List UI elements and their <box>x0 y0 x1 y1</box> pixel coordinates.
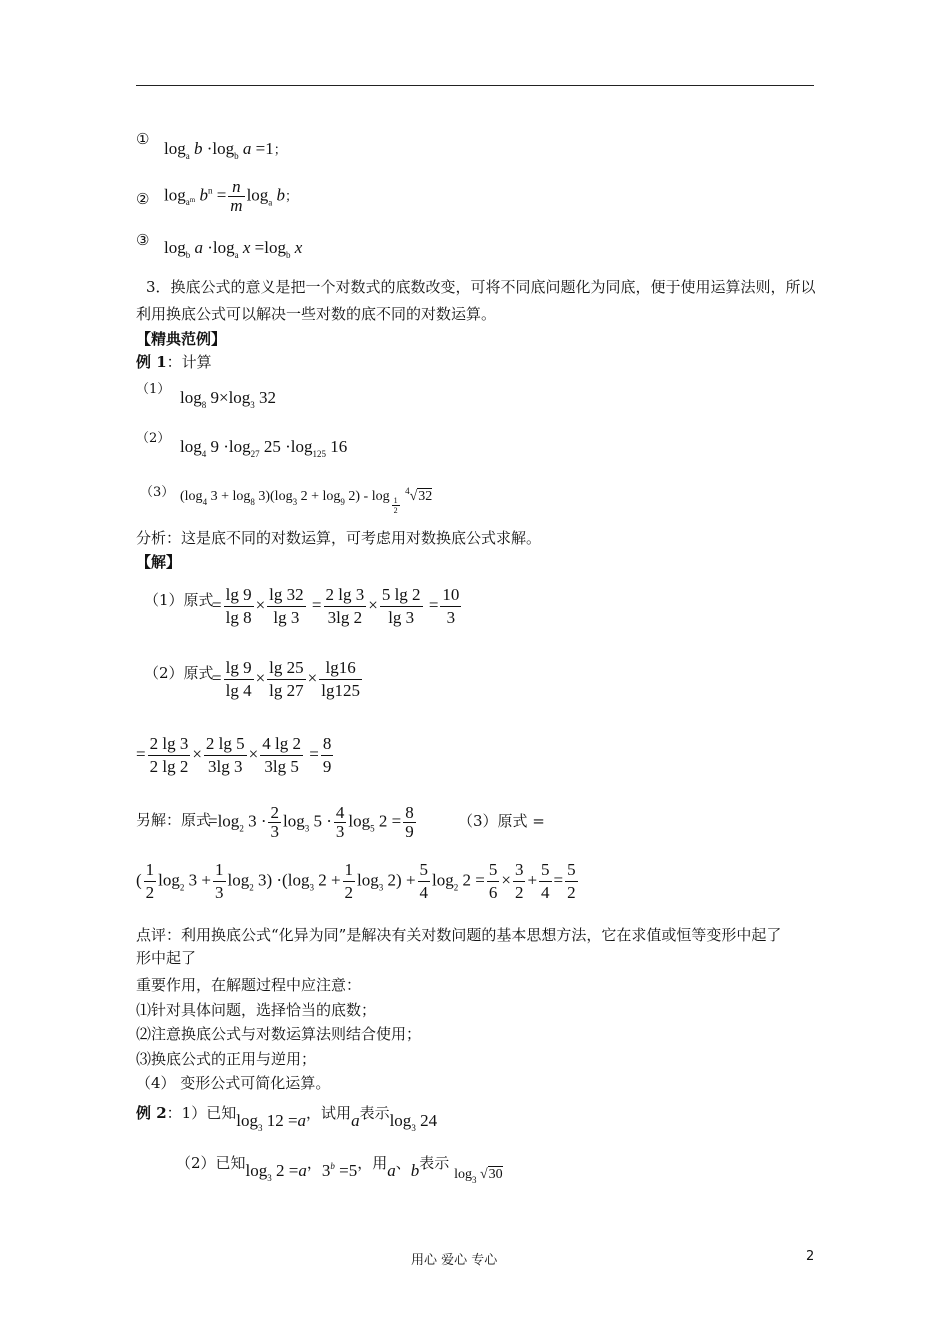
example-2-q2-prefix: （2）已知 <box>176 1154 246 1172</box>
solution-1-label: （1）原式 <box>144 591 214 609</box>
problem-2-label: （2） <box>136 431 171 446</box>
example-1-title: ：计算 <box>166 353 212 371</box>
example-2-q1-var-a: a <box>351 1111 360 1130</box>
example-2-q2-given-b: $3^b =5$ <box>321 1161 358 1180</box>
alt-solution-label: 另解：原式 <box>136 811 212 829</box>
solution-3-formula: ( $\frac{1}{2}$ $\log_2 3$ + $\frac{1}{3}$ $\log_2 3) \cdot(\log_3$ 2 + $\frac{1}{2}$ $\log_3 2$) + $\frac{5}{4}$ $\log_2 2$ = $\frac{5}{6}$ × $\frac{3}{2}$ + $\frac{5}{4}$ = $\frac{5}{2}$ <box>136 860 576 902</box>
example-2-q1-mid: ，试用 <box>306 1104 352 1122</box>
solution-2-label: （2）原式 <box>144 664 214 682</box>
example-2-q1-given: $\log_3 12 =a$ <box>236 1111 307 1133</box>
header-rule <box>136 85 814 86</box>
problem-3-formula: ($\log_4$ $3 + \log_8 3)(\log_3$ $2 + \log_9 2) - \log$ $_{\frac{1}{2}}$ $^4$√32 <box>180 486 433 515</box>
example-2-q2-given-a: $\log_3 2 =a$ <box>245 1161 307 1183</box>
comment-item-2: ⑵注意换底公式与对数运算法则结合使用； <box>136 1025 422 1043</box>
example-2-q2-target: $\log_3 √30$ <box>454 1167 503 1185</box>
formula-1: $\log_a b \cdot\log_b$ a =1； <box>164 139 287 161</box>
solution-2-formula: = $\frac{\lg 9}{\lg 4}$ × $\frac{\lg 25}{\lg 27}$ × $\frac{\lg 16}{\lg 125}$ <box>212 658 360 700</box>
example-1-label: 例 1 <box>136 353 167 371</box>
example-2-q2 <box>176 1153 503 1190</box>
comment-line-1-cont: 形中起了 <box>136 949 197 967</box>
section-3-text: 3．换底公式的意义是把一个对数式的底数改变，可将不同底问题化为同底，便于使用运算法则，所以利用换底公式可以解决一些对数的底不同的对数运算。 <box>136 278 816 323</box>
example-2-q2-comma: ， <box>306 1154 322 1172</box>
analysis-text: 分析：这是底不同的对数运算，可考虑用对数换底公式求解。 <box>136 529 542 547</box>
solution-3-label: （3）原式 = <box>458 812 545 830</box>
problem-2-formula: $\log_4 9 \cdot\log_{27}$ $25 \cdot\log_{125}$ 16 <box>180 437 348 459</box>
comment-item-1: ⑴针对具体问题，选择恰当的底数； <box>136 1001 377 1019</box>
alt-solution-formula: $=\log_2$ 3 · $\frac{2}{3}$ $\log_3 5$ · $\frac{4}{3}$ $\log_5 2$ = $\frac{8}{9}$ <box>208 803 414 841</box>
comment-item-4: （4） 变形公式可简化运算。 <box>136 1074 331 1092</box>
formula-2-marker: ② <box>136 190 150 208</box>
example-2-q2-suffix: 表示 <box>419 1154 450 1172</box>
formula-3-marker: ③ <box>136 231 150 249</box>
example-2-q2-sep: 、 <box>395 1154 411 1172</box>
formula-2: $\log_{a^m} b^n$ = $\frac{n}{m}$ $\log_a b$； <box>164 177 299 215</box>
problem-1-label: （1） <box>136 382 171 397</box>
formula-3: $\log_b a \cdot\log_a$ $x =\log_b$ x <box>164 238 303 260</box>
page-number: 2 <box>806 1249 815 1264</box>
example-1-heading <box>136 352 212 372</box>
formula-1-marker: ① <box>136 130 150 148</box>
problem-3-label: （3） <box>140 485 175 500</box>
example-2-q2-var-a: a <box>387 1161 396 1180</box>
solution-1-formula: = $\frac{\lg 9}{\lg 8}$ × $\frac{\lg 32}{\lg 3}$ = $\frac{2 \lg 3}{3\lg 2}$ × $\frac{5 \lg 2}{\lg 3}$ = $\frac{10}{3}$ <box>212 585 460 627</box>
example-2-q1-target: $\log_3 24$ <box>389 1111 438 1133</box>
example-2-label: 例 2 <box>136 1104 167 1122</box>
problem-1-formula: $\log_8 9\times\log_3$ 32 <box>180 388 277 410</box>
example-2-q2-use: ，用 <box>357 1154 388 1172</box>
comment-item-3: ⑶换底公式的正用与逆用； <box>136 1050 317 1068</box>
comment-line-2: 重要作用，在解题过程中应注意： <box>136 976 362 994</box>
examples-heading: 【精典范例】 <box>136 330 227 348</box>
footer-motto: 用心 爱心 专心 <box>411 1253 498 1268</box>
example-2-q1 <box>136 1103 437 1138</box>
example-2-q2-var-b: b <box>410 1161 420 1180</box>
solution-heading: 【解】 <box>136 553 182 571</box>
comment-line-1: 点评：利用换底公式“化异为同”是解决有关对数问题的基本思想方法，它在求值或恒等变形中起了 <box>136 926 782 944</box>
solution-2-continued: = $\frac{2 \lg 3}{2 \lg 2}$ × $\frac{2 \lg 5}{3\lg 3}$ × $\frac{4 \lg 2}{3\lg 5}$ = $\frac{8}{9}$ <box>136 734 332 776</box>
example-2-q1-prefix: ：1）已知 <box>166 1104 237 1122</box>
example-2-q1-suffix: 表示 <box>359 1104 390 1122</box>
